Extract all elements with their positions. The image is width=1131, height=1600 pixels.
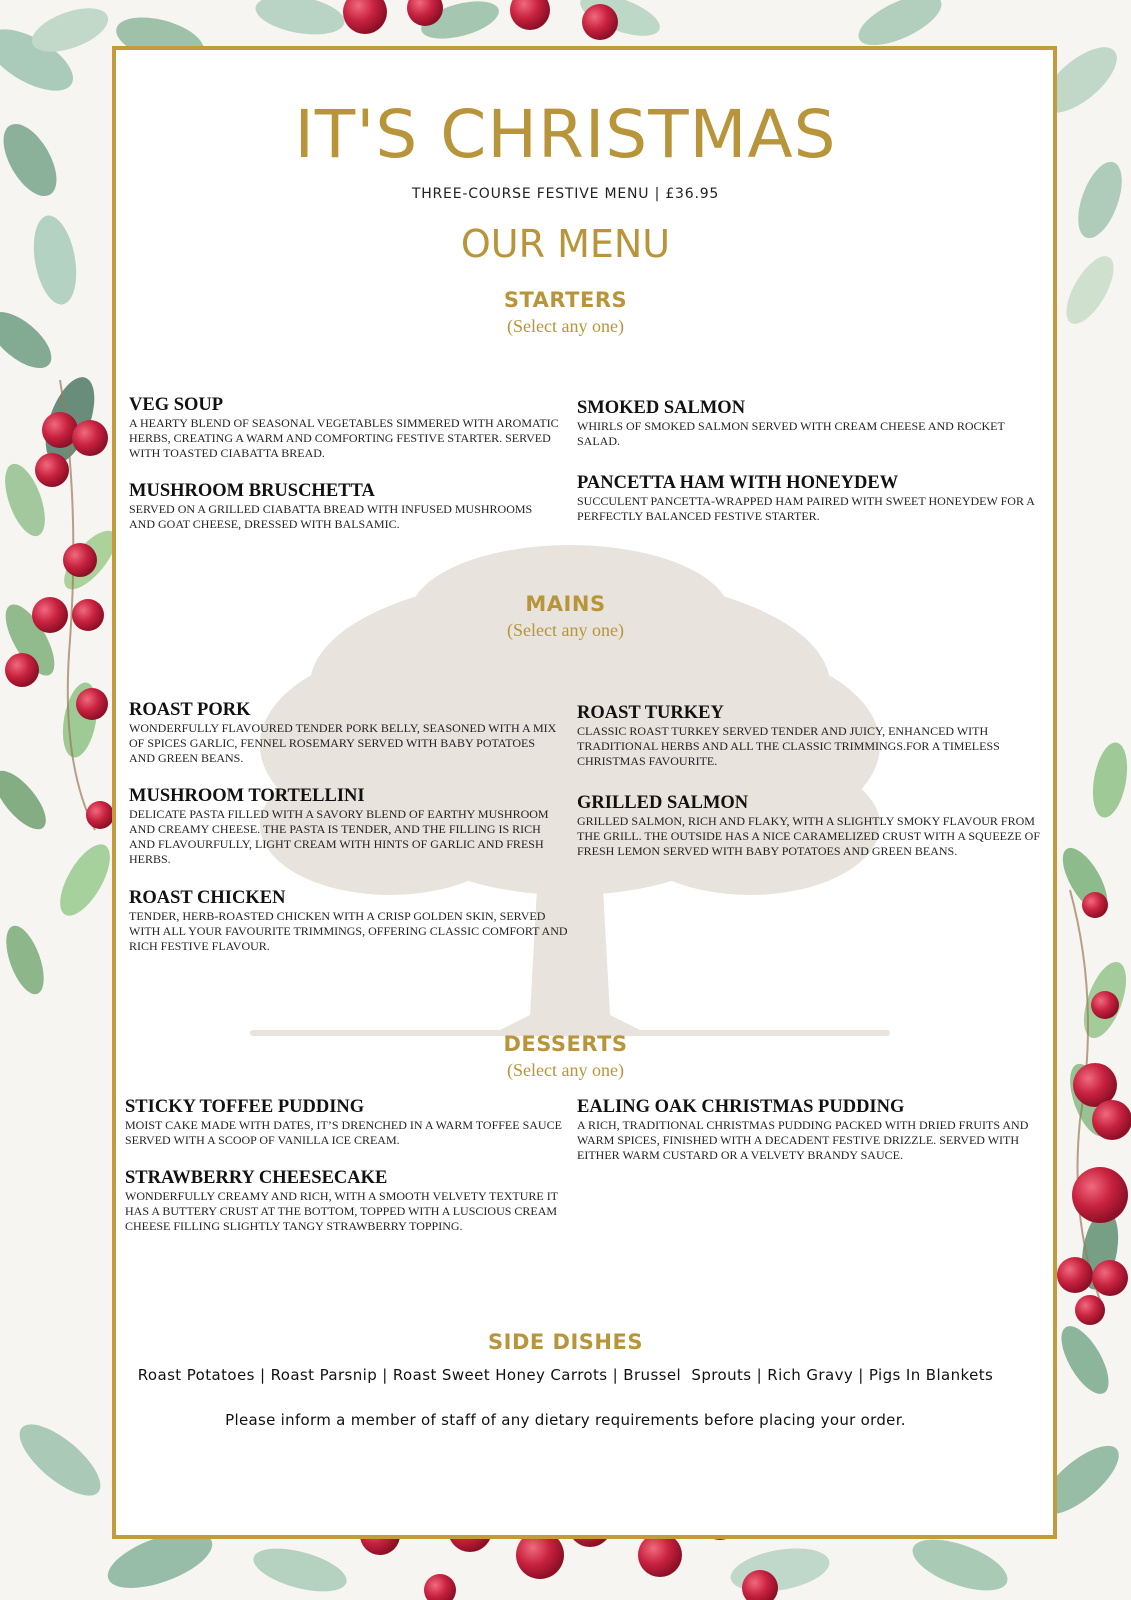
item-name: VEG SOUP xyxy=(129,395,224,415)
desserts-select-note: (Select any one) xyxy=(507,1060,624,1080)
item-name: STRAWBERRY CHEESECAKE xyxy=(125,1168,388,1188)
menu-item xyxy=(577,793,1057,859)
item-name: PANCETTA HAM WITH HONEYDEW xyxy=(577,473,899,493)
menu-item xyxy=(577,473,1037,524)
item-description: MOIST CAKE MADE WITH DATES, IT’S DRENCHED IN A WARM TOFFEE SAUCE SERVED WITH A SCOOP OF VANILLA ICE CREAM. xyxy=(125,1118,562,1147)
item-name: GRILLED SALMON xyxy=(577,793,749,813)
menu-item xyxy=(129,786,559,867)
item-name: STICKY TOFFEE PUDDING xyxy=(125,1097,365,1117)
menu-item xyxy=(577,398,1037,449)
item-description: WHIRLS OF SMOKED SALMON SERVED WITH CREAM CHEESE AND ROCKET SALAD. xyxy=(577,419,1005,448)
our-menu-heading: OUR MENU xyxy=(460,222,671,266)
dietary-requirements-note: Please inform a member of staff of any dietary requirements before placing your order. xyxy=(225,1411,906,1429)
menu-price-subtitle: THREE-COURSE FESTIVE MENU | £36.95 xyxy=(411,186,720,202)
item-name: MUSHROOM BRUSCHETTA xyxy=(129,481,375,501)
menu-item xyxy=(577,1097,1037,1163)
item-description: WONDERFULLY FLAVOURED TENDER PORK BELLY, SEASONED WITH A MIX OF SPICES GARLIC, FENNEL ROSEMARY SERVED WITH BABY POTATOES AND GREEN BEANS. xyxy=(129,721,557,765)
menu-item xyxy=(125,1097,565,1148)
item-name: ROAST CHICKEN xyxy=(129,888,286,908)
starters-heading: STARTERS xyxy=(503,288,628,312)
item-description: TENDER, HERB-ROASTED CHICKEN WITH A CRISP GOLDEN SKIN, SERVED WITH ALL YOUR FAVOURITE TRIMMINGS, OFFERING CLASSIC COMFORT AND RICH FESTIVE FLAVOUR. xyxy=(129,909,568,953)
item-description: SERVED ON A GRILLED CIABATTA BREAD WITH INFUSED MUSHROOMS AND GOAT CHEESE, DRESSED WITH BALSAMIC. xyxy=(129,502,533,531)
menu-item xyxy=(129,888,569,954)
item-description: GRILLED SALMON, RICH AND FLAKY, WITH A SLIGHTLY SMOKY FLAVOUR FROM THE GRILL. THE OUTSIDE HAS A NICE CARAMELIZED CRUST WITH A SQUEEZE OF FRESH LEMON SERVED WITH BABY POTATOES AND GREEN BEANS. xyxy=(577,814,1040,858)
side-dishes-list: Roast Potatoes | Roast Parsnip | Roast Sweet Honey Carrots | Brussel Sprouts | Rich Gravy | Pigs In Blankets xyxy=(137,1366,994,1384)
item-description: A HEARTY BLEND OF SEASONAL VEGETABLES SIMMERED WITH AROMATIC HERBS, CREATING A WARM AND COMFORTING FESTIVE STARTER. SERVED WITH TOASTED CIABATTA BREAD. xyxy=(129,416,559,460)
mains-heading: MAINS xyxy=(525,592,606,616)
desserts-heading: DESSERTS xyxy=(503,1032,628,1056)
side-dishes-heading: SIDE DISHES xyxy=(488,1330,643,1354)
item-description: A RICH, TRADITIONAL CHRISTMAS PUDDING PACKED WITH DRIED FRUITS AND WARM SPICES, FINISHED WITH A DECADENT FESTIVE DRIZZLE. SERVED WITH EITHER WARM CUSTARD OR A VELVETY BRANDY SAUCE. xyxy=(577,1118,1029,1162)
item-name: ROAST PORK xyxy=(129,700,251,720)
item-description: WONDERFULLY CREAMY AND RICH, WITH A SMOOTH VELVETY TEXTURE IT HAS A BUTTERY CRUST AT THE BOTTOM, TOPPED WITH A LUSCIOUS CREAM CHEESE FILLING SLIGHTLY TANGY STRAWBERRY TOPPING. xyxy=(125,1189,558,1233)
item-name: EALING OAK CHRISTMAS PUDDING xyxy=(577,1097,905,1117)
starters-select-note: (Select any one) xyxy=(507,316,624,336)
page-title: IT'S CHRISTMAS xyxy=(294,96,837,173)
item-description: CLASSIC ROAST TURKEY SERVED TENDER AND JUICY, ENHANCED WITH TRADITIONAL HERBS AND ALL THE CLASSIC TRIMMINGS.FOR A TIMELESS CHRISTMAS FAVOURITE. xyxy=(577,724,1000,768)
item-description: SUCCULENT PANCETTA-WRAPPED HAM PAIRED WITH SWEET HONEYDEW FOR A PERFECTLY BALANCED FESTIVE STARTER. xyxy=(577,494,1035,523)
menu-item xyxy=(129,700,559,766)
item-name: SMOKED SALMON xyxy=(577,398,746,418)
mains-select-note: (Select any one) xyxy=(507,620,624,640)
item-name: MUSHROOM TORTELLINI xyxy=(129,786,365,806)
item-description: DELICATE PASTA FILLED WITH A SAVORY BLEND OF EARTHY MUSHROOM AND CREAMY CHEESE. THE PASTA IS TENDER, AND THE FILLING IS RICH AND FLAVOURFULLY, LIGHT CREAM WITH HINTS OF GARLIC AND FRESH HERBS. xyxy=(129,807,549,866)
menu-item xyxy=(125,1168,565,1234)
menu-item xyxy=(577,703,1037,769)
menu-item xyxy=(129,481,559,532)
menu-item xyxy=(129,395,559,461)
item-name: ROAST TURKEY xyxy=(577,703,724,723)
